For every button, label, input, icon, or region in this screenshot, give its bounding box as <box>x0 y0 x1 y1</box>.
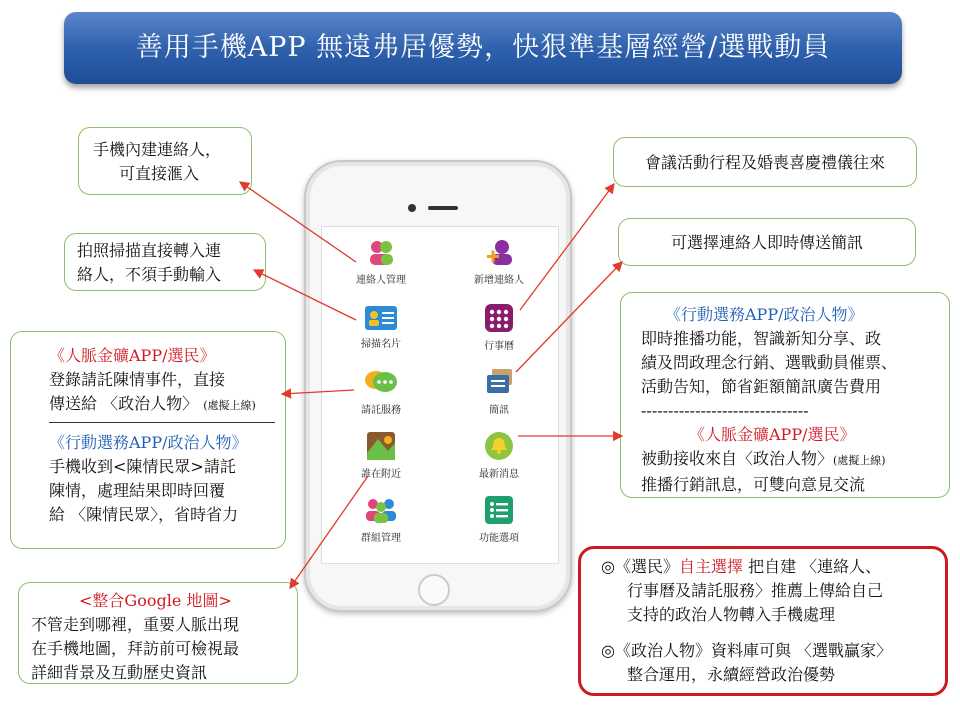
callout-line: 績及問政理念行銷、選戰動員催票、 <box>641 353 898 372</box>
app-label: 簡訊 <box>489 405 509 416</box>
app-label: 新增連絡人 <box>474 275 524 286</box>
arrow-scan <box>254 270 356 320</box>
callout-line: 手機收到<陳情民眾>請託 <box>49 457 236 476</box>
callout-line: 手機內建連絡人， <box>93 140 222 159</box>
app-label: 誰在附近 <box>361 469 401 480</box>
callout-line: 在手機地圖，拜訪前可檢視最 <box>31 639 240 658</box>
app-label: 連絡人管理 <box>356 275 406 286</box>
callout-line: 行事曆及請託服務〉推薦上傳給自己 <box>627 581 884 600</box>
callout-calendar: 會議活動行程及婚喪喜慶禮儀往來 <box>613 137 917 187</box>
callout-text: 傳送給 〈政治人物〉 <box>49 394 199 413</box>
callout-emphasis: 自主選擇 <box>678 557 743 576</box>
app-label: 群組管理 <box>361 533 401 544</box>
callout-line: 活動告知，節省鉅額簡訊廣告費用 <box>641 377 882 396</box>
arrow-contacts <box>240 182 356 262</box>
callout-line: 給 〈陳情民眾〉，省時省力 <box>49 505 239 524</box>
arrow-calendar <box>520 184 614 310</box>
callout-text: 被動接收來自〈政治人物〉 <box>641 449 834 468</box>
callout-line: 詳細背景及互動歷史資訊 <box>31 663 208 682</box>
app-label: 功能選項 <box>479 533 519 544</box>
callout-heading: 《人脈金礦APP/選民》 <box>49 346 216 365</box>
app-label: 請託服務 <box>361 405 401 416</box>
callout-text: ◎《選民》 <box>601 557 679 576</box>
callout-note: (處擬上線) <box>203 399 256 412</box>
callout-line: 即時推播功能，智識新知分享、政 <box>641 329 882 348</box>
callout-line: 不管走到哪裡，重要人脈出現 <box>31 615 240 634</box>
callout-line: 拍照掃描直接轉入連 <box>77 241 222 260</box>
callout-text: 把自建 〈連絡人、 <box>742 557 882 576</box>
callout-separator: ------------------------------- <box>641 401 809 420</box>
callout-heading: 《行動選務APP/政治人物》 <box>665 305 864 324</box>
app-label: 掃描名片 <box>361 339 401 350</box>
callout-heading: <整合Google 地圖> <box>79 591 232 610</box>
page-title: 善用手機APP 無遠弗居優勢，快狠準基層經營/選戰動員 <box>64 12 902 84</box>
app-label: 行事曆 <box>484 341 514 352</box>
callout-line: ◎《政治人物》資料庫可與 〈選戰贏家〉 <box>601 641 893 660</box>
callout-line: 可直接滙入 <box>119 164 200 183</box>
callout-line: 推播行銷訊息，可雙向意見交流 <box>641 475 866 494</box>
callout-note: (處擬上線) <box>833 454 886 467</box>
callout-sms: 可選擇連絡人即時傳送簡訊 <box>618 218 916 266</box>
callout-line: 支持的政治人物轉入手機處理 <box>627 605 836 624</box>
callout-heading: 《人脈金礦APP/選民》 <box>689 425 856 444</box>
callout-line: 登錄請託陳情事件，直接 <box>49 370 226 389</box>
callout-line: 陳情，處理結果即時回覆 <box>49 481 226 500</box>
arrow-petition <box>282 390 354 394</box>
app-label: 最新消息 <box>479 469 519 480</box>
callout-line: 絡人，不須手動輸入 <box>77 265 222 284</box>
callout-heading: 《行動選務APP/政治人物》 <box>49 433 248 452</box>
arrow-sms <box>516 262 622 372</box>
callout-line: 整合運用，永續經營政治優勢 <box>627 665 836 684</box>
arrow-nearby <box>290 476 368 588</box>
